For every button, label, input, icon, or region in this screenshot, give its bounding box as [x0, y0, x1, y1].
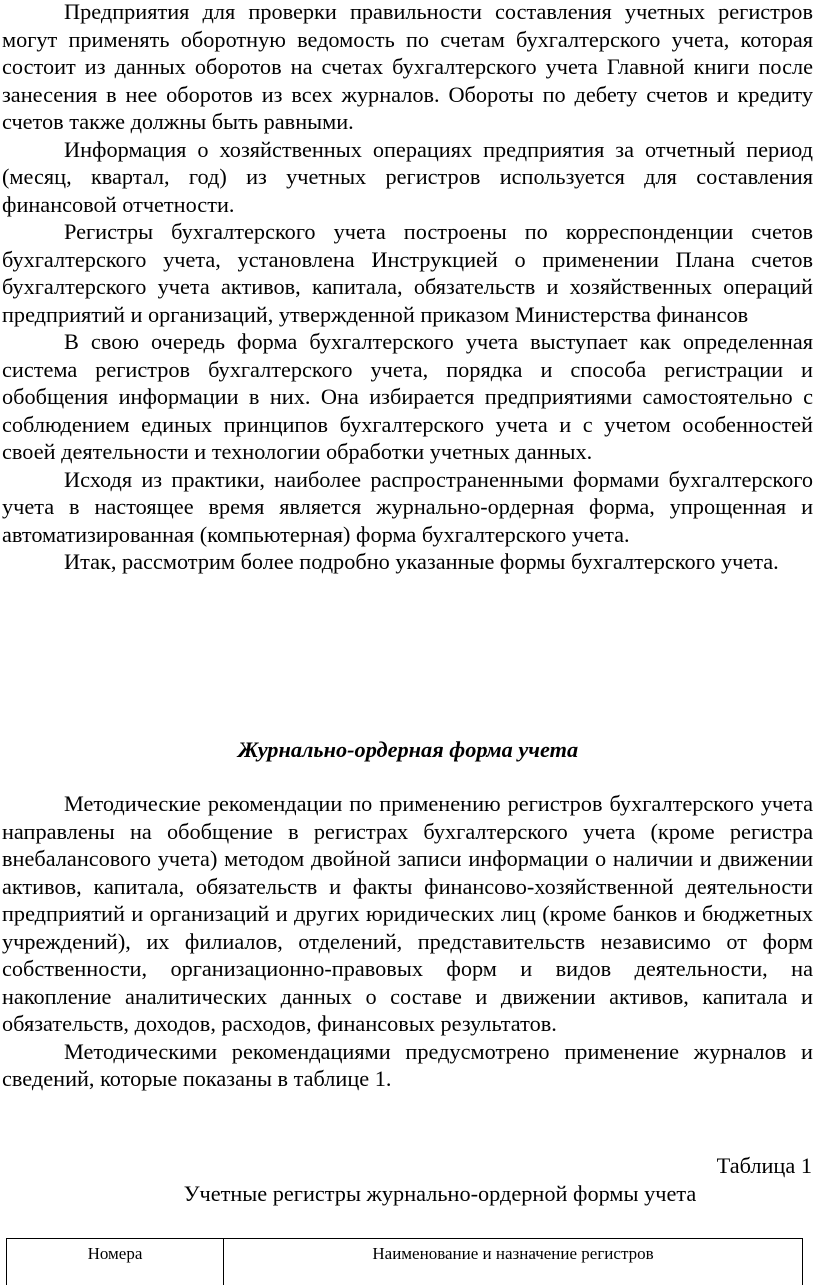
table-header-row [7, 1239, 803, 1285]
table-number: Таблица 1 [717, 1152, 812, 1180]
column-header-name-purpose: Наименование и назначение регистров [224, 1239, 803, 1285]
body-text-bottom [2, 790, 813, 1093]
paragraph: Итак, рассмотрим более подробно указанные формы бухгалтерского учета. [2, 548, 813, 576]
paragraph: Методическими рекомендациями предусмотрено применение журналов и сведений, которые показаны в таблице 1. [2, 1038, 813, 1093]
paragraph: Предприятия для проверки правильности составления учетных регистров могут применять оборотную ведомость по счетам бухгалтерского учета, которая состоит из данных оборотов на счетах бухгалтерского учета Главной книги после занесения в нее оборотов из всех журналов. Обороты по дебету счетов и кредиту счетов также должны быть равными. [2, 0, 813, 136]
section-heading: Журнально-ордерная форма учета [0, 736, 816, 764]
paragraph: Регистры бухгалтерского учета построены по корреспонденции счетов бухгалтерского учета, установлена Инструкцией о применении Плана счетов бухгалтерского учета активов, капитала, обязательств и хозяйственных операций предприятий и организаций, утвержденной приказом Министерства финансов [2, 218, 813, 328]
paragraph: В свою очередь форма бухгалтерского учета выступает как определенная система регистров бухгалтерского учета, порядка и способа регистрации и обобщения информации в них. Она избирается предприятиями самостоятельно с соблюдением единых принципов бухгалтерского учета и с учетом особенностей своей деятельности и технологии обработки учетных данных. [2, 328, 813, 466]
paragraph: Исходя из практики, наиболее распространенными формами бухгалтерского учета в настоящее время является журнально-ордерная форма, упрощенная и автоматизированная (компьютерная) форма бухгалтерского учета. [2, 466, 813, 549]
body-text-top [2, 0, 813, 576]
registers-table [6, 1238, 803, 1285]
column-header-numbers: Номера [7, 1239, 224, 1285]
table-caption: Учетные регистры журнально-ордерной формы учета [0, 1180, 816, 1208]
paragraph: Методические рекомендации по применению регистров бухгалтерского учета направлены на обобщение в регистрах бухгалтерского учета (кроме регистра внебалансового учета) методом двойной записи информации о наличии и движении активов, капитала, обязательств и факты финансово-хозяйственной деятельности предприятий и организаций и других юридических лиц (кроме банков и бюджетных учреждений), их филиалов, отделений, представительств независимо от форм собственности, организационно-правовых форм и видов деятельности, на накопление аналитических данных о составе и движении активов, капитала и обязательств, доходов, расходов, финансовых результатов. [2, 790, 813, 1038]
paragraph: Информация о хозяйственных операциях предприятия за отчетный период (месяц, квартал, год) из учетных регистров используется для составления финансовой отчетности. [2, 136, 813, 219]
